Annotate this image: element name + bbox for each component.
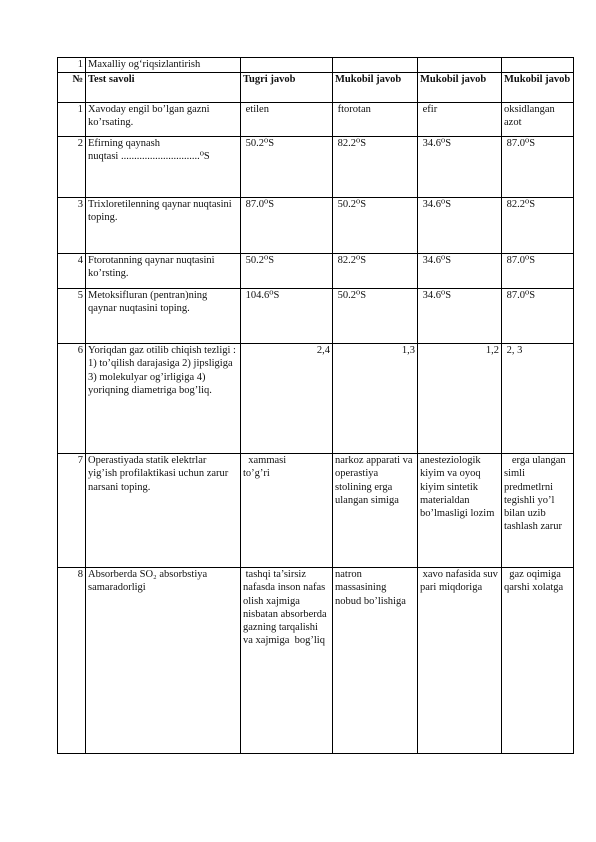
question-cell: Yoriqdan gaz otilib chiqish tezligi : 1) to’qilish darajasiga 2) jipsligiga 3) molekulyar og’irligiga 4) yoriqning diametriga bog’liq. bbox=[86, 344, 241, 454]
correct-answer-cell: tashqi ta’sirsiz nafasda inson nafas olish xajmiga nisbatan absorberda gazning tarqalishi va xajmiga bog’liq bbox=[241, 568, 333, 754]
question-cell: Absorberda SO₂ absorbstiya samaradorligi bbox=[86, 568, 241, 754]
header-alternative-3: Mukobil javob bbox=[502, 73, 574, 103]
table-row bbox=[58, 568, 574, 754]
row-number: 5 bbox=[58, 289, 86, 344]
alternative-2-cell: 34.6⁰S bbox=[418, 198, 502, 254]
question-cell: Xavoday engil bo’lgan gazni ko’rsating. bbox=[86, 103, 241, 137]
header-number: № bbox=[58, 73, 86, 103]
table-row bbox=[58, 254, 574, 289]
row-number: 3 bbox=[58, 198, 86, 254]
alternative-1-cell: ftorotan bbox=[333, 103, 418, 137]
correct-answer-cell: xammasi to’g’ri bbox=[241, 454, 333, 568]
alternative-1-cell: 82.2⁰S bbox=[333, 254, 418, 289]
row-number: 1 bbox=[58, 103, 86, 137]
alternative-1-cell: 50.2⁰S bbox=[333, 289, 418, 344]
correct-answer-cell: etilen bbox=[241, 103, 333, 137]
question-cell: Trixloretilenning qaynar nuqtasini toping. bbox=[86, 198, 241, 254]
correct-answer-cell: 50.2⁰S bbox=[241, 137, 333, 198]
alternative-3-cell: gaz oqimiga qarshi xolatga bbox=[502, 568, 574, 754]
question-cell: Efirning qaynash nuqtasi ..............................⁰S bbox=[86, 137, 241, 198]
alternative-1-cell: natron massasining nobud bo’lishiga bbox=[333, 568, 418, 754]
quiz-table bbox=[57, 57, 574, 754]
table-row bbox=[58, 137, 574, 198]
header-row bbox=[58, 73, 574, 103]
alternative-2-cell: 34.6⁰S bbox=[418, 254, 502, 289]
correct-answer-cell: 87.0⁰S bbox=[241, 198, 333, 254]
alternative-2-cell: xavo nafasida suv pari miqdoriga bbox=[418, 568, 502, 754]
topic-title: Maxalliy og‘riqsizlantirish bbox=[86, 58, 241, 73]
question-cell: Metoksifluran (pentran)ning qaynar nuqtasini toping. bbox=[86, 289, 241, 344]
topic-row bbox=[58, 58, 574, 73]
table-row bbox=[58, 103, 574, 137]
alternative-1-cell: 1,3 bbox=[333, 344, 418, 454]
header-correct-answer: Tugri javob bbox=[241, 73, 333, 103]
alternative-3-cell: 82.2⁰S bbox=[502, 198, 574, 254]
question-cell: Operastiyada statik elektrlar yig’ish profilaktikasi uchun zarur narsani toping. bbox=[86, 454, 241, 568]
correct-answer-cell: 104.6⁰S bbox=[241, 289, 333, 344]
table-row bbox=[58, 289, 574, 344]
alternative-2-cell: efir bbox=[418, 103, 502, 137]
alternative-3-cell: oksidlangan azot bbox=[502, 103, 574, 137]
question-cell: Ftorotanning qaynar nuqtasini ko’rsting. bbox=[86, 254, 241, 289]
row-number: 2 bbox=[58, 137, 86, 198]
alternative-2-cell: 34.6⁰S bbox=[418, 137, 502, 198]
alternative-3-cell: erga ulangan simli predmetlrni tegishli yo’l bilan uzib tashlash zarur bbox=[502, 454, 574, 568]
topic-number: 1 bbox=[58, 58, 86, 73]
alternative-3-cell: 87.0⁰S bbox=[502, 289, 574, 344]
table-row bbox=[58, 198, 574, 254]
alternative-1-cell: 50.2⁰S bbox=[333, 198, 418, 254]
correct-answer-cell: 2,4 bbox=[241, 344, 333, 454]
row-number: 4 bbox=[58, 254, 86, 289]
header-question: Test savoli bbox=[86, 73, 241, 103]
alternative-1-cell: 82.2⁰S bbox=[333, 137, 418, 198]
row-number: 8 bbox=[58, 568, 86, 754]
table-row bbox=[58, 344, 574, 454]
row-number: 6 bbox=[58, 344, 86, 454]
table-row bbox=[58, 454, 574, 568]
alternative-1-cell: narkoz apparati va operastiya stolining erga ulangan simiga bbox=[333, 454, 418, 568]
correct-answer-cell: 50.2⁰S bbox=[241, 254, 333, 289]
alternative-3-cell: 87.0⁰S bbox=[502, 254, 574, 289]
header-alternative-1: Mukobil javob bbox=[333, 73, 418, 103]
header-alternative-2: Mukobil javob bbox=[418, 73, 502, 103]
alternative-3-cell: 2, 3 bbox=[502, 344, 574, 454]
row-number: 7 bbox=[58, 454, 86, 568]
alternative-3-cell: 87.0⁰S bbox=[502, 137, 574, 198]
alternative-2-cell: 1,2 bbox=[418, 344, 502, 454]
alternative-2-cell: anesteziologik kiyim va oyoq kiyim sintetik materialdan bo’lmasligi lozim bbox=[418, 454, 502, 568]
alternative-2-cell: 34.6⁰S bbox=[418, 289, 502, 344]
